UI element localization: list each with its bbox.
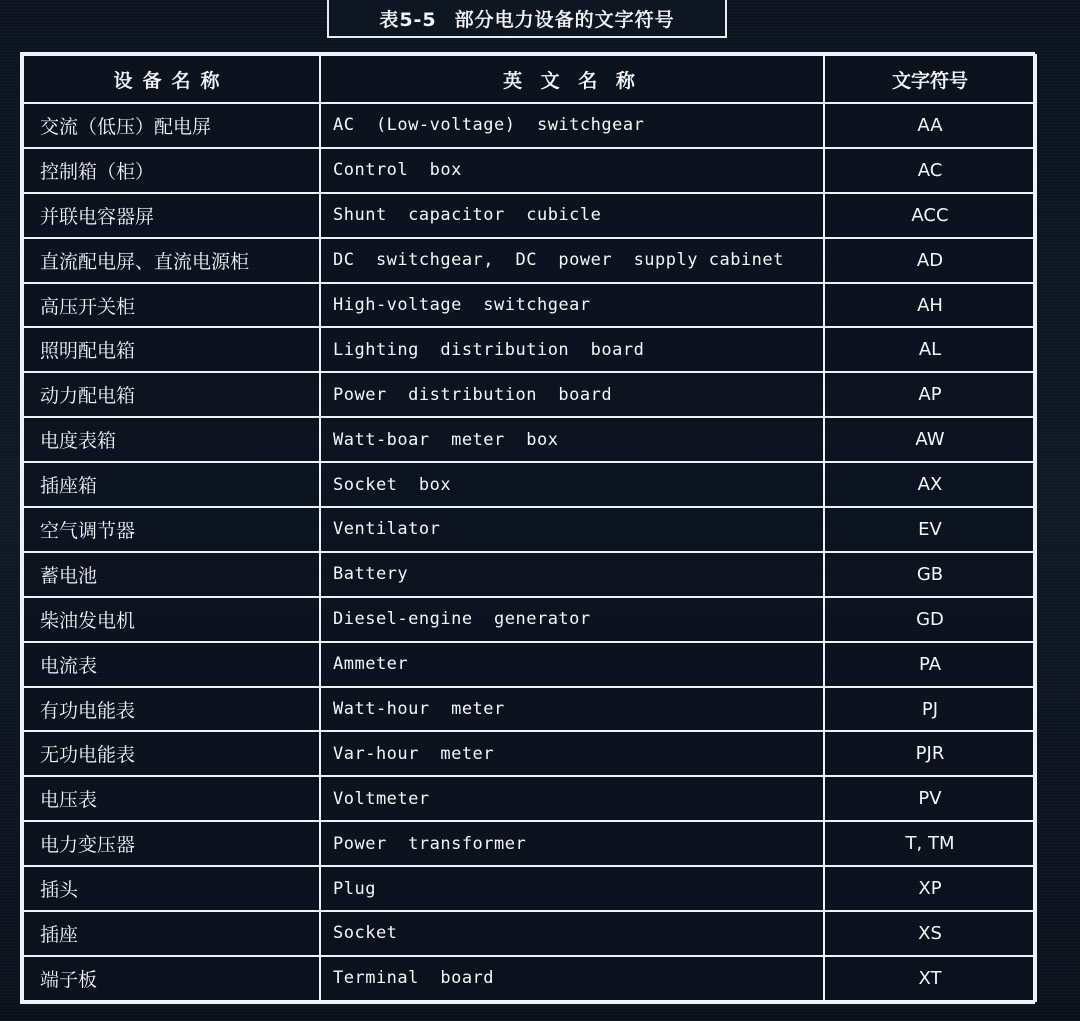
table-row [23,193,1036,238]
cell-device-name: 有功电能表 [23,687,320,732]
cell-device-name: 蓄电池 [23,552,320,597]
cell-english-name: Control box [320,148,824,193]
table-row [23,507,1036,552]
cell-english-name: Shunt capacitor cubicle [320,193,824,238]
table-row [23,866,1036,911]
cell-english-name: Ammeter [320,642,824,687]
cell-english-name: Power transformer [320,821,824,866]
table-title: 部分电力设备的文字符号 [454,8,675,31]
cell-symbol: XS [824,911,1036,956]
cell-device-name: 直流配电屏、直流电源柜 [23,238,320,283]
cell-device-name: 照明配电箱 [23,327,320,372]
cell-symbol: AA [824,103,1036,148]
table-row [23,911,1036,956]
cell-device-name: 交流（低压）配电屏 [23,103,320,148]
cell-symbol: AC [824,148,1036,193]
header-device-name: 设备名称 [23,55,320,103]
table-row [23,238,1036,283]
cell-symbol: PA [824,642,1036,687]
cell-device-name: 电力变压器 [23,821,320,866]
cell-device-name: 动力配电箱 [23,372,320,417]
table-row [23,731,1036,776]
cell-symbol: AL [824,327,1036,372]
cell-english-name: High-voltage switchgear [320,283,824,328]
cell-device-name: 电度表箱 [23,417,320,462]
table-row [23,148,1036,193]
cell-device-name: 空气调节器 [23,507,320,552]
table-row [23,372,1036,417]
cell-device-name: 无功电能表 [23,731,320,776]
header-row [23,55,1036,103]
cell-english-name: Lighting distribution board [320,327,824,372]
cell-device-name: 并联电容器屏 [23,193,320,238]
cell-device-name: 高压开关柜 [23,283,320,328]
cell-symbol: AD [824,238,1036,283]
cell-device-name: 控制箱（柜） [23,148,320,193]
cell-symbol: PJR [824,731,1036,776]
header-english-name: 英 文 名 称 [320,55,824,103]
cell-english-name: Socket box [320,462,824,507]
cell-symbol: PJ [824,687,1036,732]
table-row [23,417,1036,462]
table-row [23,462,1036,507]
table-caption [327,0,727,38]
symbol-table-grid [22,54,1037,1002]
cell-device-name: 电压表 [23,776,320,821]
cell-english-name: AC (Low-voltage) switchgear [320,103,824,148]
cell-english-name: Voltmeter [320,776,824,821]
cell-device-name: 插座 [23,911,320,956]
table-row [23,956,1036,1001]
table-row [23,642,1036,687]
cell-device-name: 插座箱 [23,462,320,507]
table-row [23,552,1036,597]
header-symbol: 文字符号 [824,55,1036,103]
cell-device-name: 柴油发电机 [23,597,320,642]
cell-english-name: Watt-hour meter [320,687,824,732]
cell-symbol: PV [824,776,1036,821]
cell-symbol: AW [824,417,1036,462]
cell-symbol: AX [824,462,1036,507]
cell-english-name: Ventilator [320,507,824,552]
cell-symbol: AP [824,372,1036,417]
table-row [23,103,1036,148]
cell-english-name: Watt-boar meter box [320,417,824,462]
table-row [23,821,1036,866]
table-row [23,597,1036,642]
cell-symbol: XT [824,956,1036,1001]
cell-device-name: 端子板 [23,956,320,1001]
cell-symbol: ACC [824,193,1036,238]
cell-english-name: Socket [320,911,824,956]
table-row [23,283,1036,328]
cell-symbol: XP [824,866,1036,911]
cell-english-name: Var-hour meter [320,731,824,776]
cell-symbol: GB [824,552,1036,597]
cell-english-name: Diesel-engine generator [320,597,824,642]
cell-english-name: Terminal board [320,956,824,1001]
cell-symbol: AH [824,283,1036,328]
cell-device-name: 插头 [23,866,320,911]
symbol-table [20,52,1035,1004]
table-row [23,327,1036,372]
cell-english-name: Plug [320,866,824,911]
cell-english-name: DC switchgear, DC power supply cabinet [320,238,824,283]
table-row [23,776,1036,821]
cell-symbol: EV [824,507,1036,552]
cell-symbol: T, TM [824,821,1036,866]
cell-symbol: GD [824,597,1036,642]
cell-english-name: Battery [320,552,824,597]
cell-english-name: Power distribution board [320,372,824,417]
table-number: 表5-5 [379,8,437,31]
cell-device-name: 电流表 [23,642,320,687]
table-row [23,687,1036,732]
